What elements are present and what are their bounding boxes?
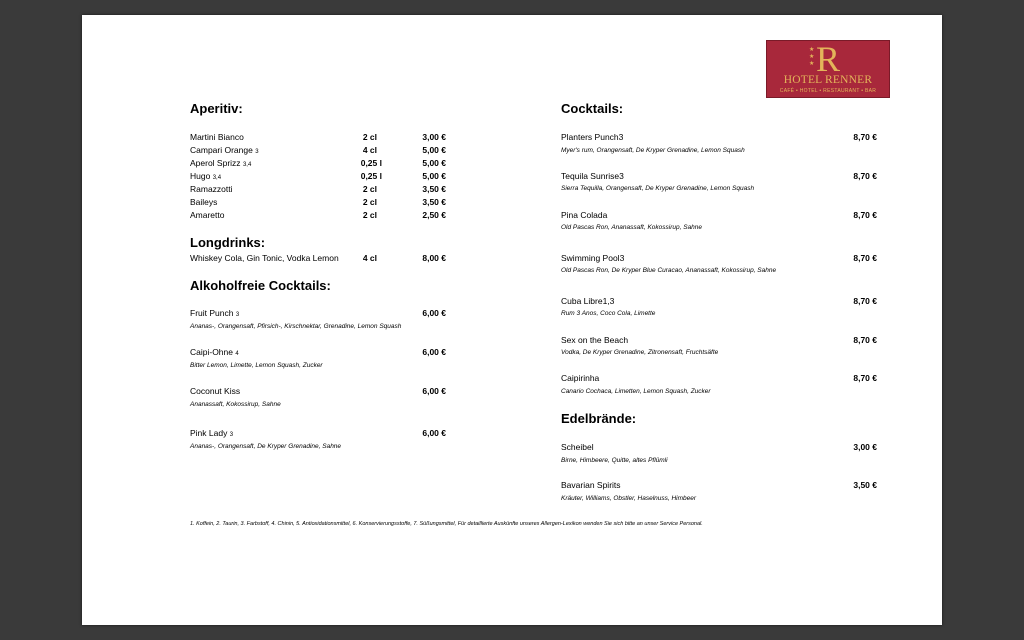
aperitiv-item-volume: 2 cl — [362, 210, 377, 220]
cocktail-item-desc: Vodka, De Kryper Grenadine, Zitronensaft, Fruchtsäfte — [561, 349, 719, 356]
longdrink-item-volume: 4 cl — [362, 253, 377, 263]
edelbrand-item-desc: Birne, Himbeere, Quitte, altes Pflümli — [561, 457, 668, 464]
section-title-longdrinks: Longdrinks: — [190, 235, 266, 250]
allergen-note: 3 — [229, 432, 234, 438]
cocktail-item-name: Caipirinha — [561, 373, 600, 383]
hotel-logo — [766, 40, 890, 98]
cocktail-item-name: Swimming Pool3 — [561, 253, 625, 263]
aperitiv-item-name: Martini Bianco — [190, 132, 244, 142]
cocktail-item-name: Sex on the Beach — [561, 335, 629, 345]
allergen-note: 3,4 — [212, 175, 222, 181]
alkoholfrei-item — [190, 428, 233, 438]
section-title-cocktails: Cocktails: — [561, 101, 624, 116]
allergen-note: 3 — [235, 312, 240, 318]
cocktail-item-price: 8,70 € — [853, 296, 877, 306]
aperitiv-item-price: 3,50 € — [422, 197, 446, 207]
menu-page — [82, 15, 942, 625]
aperitiv-item-price: 3,50 € — [422, 184, 446, 194]
alkoholfrei-item-desc: Ananassaft, Kokossirup, Sahne — [190, 401, 281, 408]
aperitiv-item-volume: 2 cl — [362, 197, 377, 207]
cocktail-item-price: 8,70 € — [853, 210, 877, 220]
cocktail-item-desc: Old Pascas Ron, Ananassaft, Kokossirup, Sahne — [561, 224, 703, 231]
aperitiv-item-price: 5,00 € — [422, 158, 446, 168]
cocktail-item-price: 8,70 € — [853, 253, 877, 263]
alkoholfrei-item-name: Pink Lady — [190, 428, 228, 438]
cocktail-item-name: Cuba Libre1,3 — [561, 296, 615, 306]
aperitiv-item-name: Hugo — [190, 171, 211, 181]
aperitiv-item-volume: 4 cl — [362, 145, 377, 155]
aperitiv-item-volume: 0,25 l — [360, 158, 382, 168]
cocktail-item-desc: Myer's rum, Orangensaft, De Kryper Grenadine, Lemon Squash — [561, 147, 745, 154]
alkoholfrei-item-price: 6,00 € — [422, 347, 446, 357]
cocktail-item-price: 8,70 € — [853, 132, 877, 142]
alkoholfrei-item-price: 6,00 € — [422, 386, 446, 396]
cocktail-item-name: Planters Punch3 — [561, 132, 624, 142]
cocktail-item-price: 8,70 € — [853, 373, 877, 383]
alkoholfrei-item-name: Coconut Kiss — [190, 386, 241, 396]
aperitiv-item-volume: 2 cl — [362, 184, 377, 194]
allergen-footnote: 1. Koffein, 2. Taurin, 3. Farbstoff, 4. Chinin, 5. Antioxidationsmittel, 6. Konservierungsstoffe, 7. Süßungsmittel, Für detaillierte Auskünfte unseres Allergen-Lexikon wenden Sie sich bitte an unser Service Personal. — [190, 521, 703, 527]
alkoholfrei-item-desc: Ananas-, Orangensaft, De Kryper Grenadine, Sahne — [190, 443, 342, 450]
aperitiv-item-price: 5,00 € — [422, 171, 446, 181]
edelbrand-item-name: Scheibel — [561, 442, 594, 452]
alkoholfrei-item-name: Caipi-Ohne — [190, 347, 233, 357]
aperitiv-item-name: Campari Orange — [190, 145, 253, 155]
aperitiv-item-volume: 2 cl — [362, 132, 377, 142]
aperitiv-item-price: 5,00 € — [422, 145, 446, 155]
edelbrand-item-price: 3,50 € — [853, 480, 877, 490]
alkoholfrei-item — [190, 347, 239, 357]
aperitiv-item-price: 3,00 € — [422, 132, 446, 142]
alkoholfrei-item-name: Fruit Punch — [190, 308, 234, 318]
aperitiv-item-name: Aperol Sprizz — [190, 158, 241, 168]
cocktail-item-name: Pina Colada — [561, 210, 608, 220]
edelbrand-item-desc: Kräuter, Williams, Obstler, Haselnuss, Himbeer — [561, 495, 697, 502]
cocktail-item-desc: Canario Cochaca, Limetten, Lemon Squash, Zucker — [561, 388, 711, 395]
alkoholfrei-item-price: 6,00 € — [422, 428, 446, 438]
allergen-note: 3,4 — [242, 162, 252, 168]
logo-stars-icon: ★ ★ ★ — [809, 47, 815, 67]
longdrink-item-price: 8,00 € — [422, 253, 446, 263]
cocktail-item-name: Tequila Sunrise3 — [561, 171, 624, 181]
alkoholfrei-item-desc: Bitter Lemon, Limette, Lemon Squash, Zucker — [190, 362, 323, 369]
logo-letter: R — [815, 39, 840, 79]
alkoholfrei-item-price: 6,00 € — [422, 308, 446, 318]
allergen-note: 4 — [235, 351, 239, 357]
aperitiv-item-name: Ramazzotti — [190, 184, 233, 194]
cocktail-item-price: 8,70 € — [853, 171, 877, 181]
alkoholfrei-item — [190, 308, 239, 318]
cocktail-item-desc: Sierra Tequilla, Orangensaft, De Kryper Grenadine, Lemon Squash — [561, 185, 755, 192]
cocktail-item-price: 8,70 € — [853, 335, 877, 345]
section-title-aperitiv: Aperitiv: — [190, 101, 243, 116]
section-title-edelbraende: Edelbrände: — [561, 411, 637, 426]
logo-tagline: CAFÉ • HOTEL • RESTAURANT • BAR — [779, 88, 877, 94]
logo-name: HOTEL RENNER — [783, 74, 873, 86]
longdrink-item-name: Whiskey Cola, Gin Tonic, Vodka Lemon — [190, 253, 339, 263]
aperitiv-item-price: 2,50 € — [422, 210, 446, 220]
aperitiv-item — [190, 145, 259, 155]
alkoholfrei-item-desc: Ananas-, Orangensaft, Pfirsich-, Kirschnektar, Grenadine, Lemon Squash — [190, 323, 402, 330]
cocktail-item-desc: Old Pascas Ron, De Kryper Blue Curacao, Ananassaft, Kokossirup, Sahne — [561, 267, 777, 274]
aperitiv-item-name: Amaretto — [190, 210, 225, 220]
cocktail-item-desc: Rum 3 Anos, Coco Cola, Limette — [561, 310, 656, 317]
edelbrand-item-price: 3,00 € — [853, 442, 877, 452]
aperitiv-item — [190, 158, 251, 168]
edelbrand-item-name: Bavarian Spirits — [561, 480, 621, 490]
aperitiv-item — [190, 171, 221, 181]
section-title-alkoholfrei: Alkoholfreie Cocktails: — [190, 278, 331, 293]
aperitiv-item-volume: 0,25 l — [360, 171, 382, 181]
aperitiv-item-name: Baileys — [190, 197, 218, 207]
allergen-note: 3 — [255, 149, 259, 155]
